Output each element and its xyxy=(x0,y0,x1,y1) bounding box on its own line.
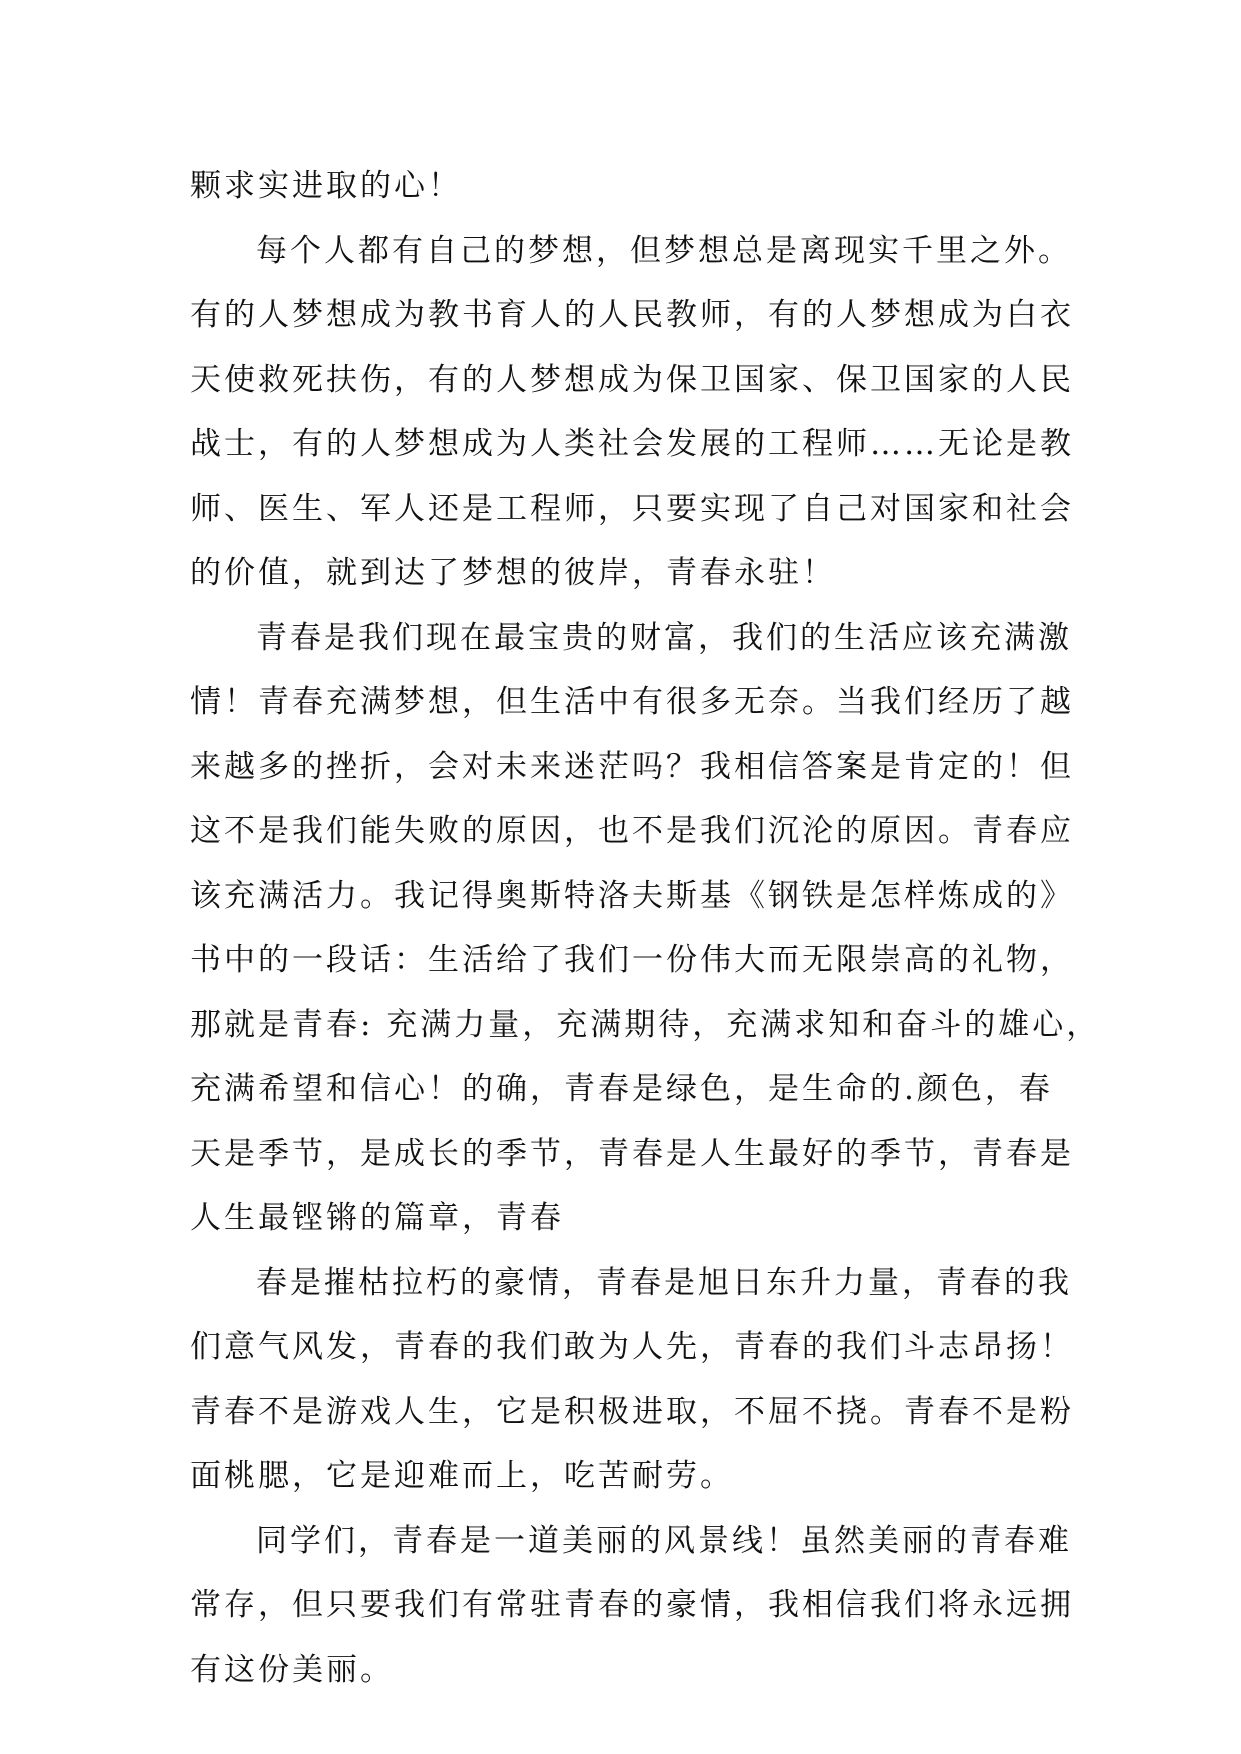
text-line: 天是季节，是成长的季节，青春是人生最好的季节，青春是 xyxy=(190,1135,1074,1172)
text-line: 该充满活力。我记得奥斯特洛夫斯基《钢铁是怎样炼成的》 xyxy=(190,877,1074,914)
text-line: 情！青春充满梦想，但生活中有很多无奈。当我们经历了越 xyxy=(190,684,1074,720)
paragraph-first-line: 同学们，青春是一道美丽的风景线！虽然美丽的青春难 xyxy=(256,1522,1072,1559)
text-line: 的价值，就到达了梦想的彼岸，青春永驻！ xyxy=(190,555,836,591)
text-line: 有这份美丽。 xyxy=(190,1651,394,1688)
text-line: 这不是我们能失败的原因，也不是我们沉沦的原因。青春应 xyxy=(190,813,1074,849)
paragraph-first-line: 青春是我们现在最宝贵的财富，我们的生活应该充满激 xyxy=(256,619,1072,656)
text-line: 师、医生、军人还是工程师，只要实现了自己对国家和社会 xyxy=(190,490,1074,527)
paragraph-first-line: 每个人都有自己的梦想，但梦想总是离现实千里之外。 xyxy=(256,232,1072,269)
text-line: 颗求实进取的心！ xyxy=(190,168,462,204)
text-line: 书中的一段话：生活给了我们一份伟大而无限崇高的礼物， xyxy=(190,942,1074,978)
text-line: 来越多的挫折，会对未来迷茫吗？我相信答案是肯定的！但 xyxy=(190,748,1074,785)
text-line: 充满希望和信心！的确，青春是绿色，是生命的.颜色，春 xyxy=(190,1071,1053,1107)
text-line: 青春不是游戏人生，它是积极进取，不屈不挠。青春不是粉 xyxy=(190,1393,1074,1430)
document-body xyxy=(190,154,1101,1702)
text-line: 有的人梦想成为教书育人的人民教师，有的人梦想成为白衣 xyxy=(190,297,1074,333)
paragraph-first-line: 春是摧枯拉朽的豪情，青春是旭日东升力量，青春的我 xyxy=(256,1264,1072,1301)
text-line: 战士，有的人梦想成为人类社会发展的工程师……无论是教 xyxy=(190,426,1074,462)
text-line: 天使救死扶伤，有的人梦想成为保卫国家、保卫国家的人民 xyxy=(190,361,1074,398)
text-line: 常存，但只要我们有常驻青春的豪情，我相信我们将永远拥 xyxy=(190,1587,1074,1623)
text-line: 那就是青春: 充满力量，充满期待，充满求知和奋斗的雄心， xyxy=(190,1006,1101,1043)
text-line: 人生最铿锵的篇章，青春 xyxy=(190,1200,564,1236)
text-line: 们意气风发，青春的我们敢为人先，青春的我们斗志昂扬！ xyxy=(190,1329,1074,1365)
text-line: 面桃腮，它是迎难而上，吃苦耐劳。 xyxy=(190,1458,734,1494)
